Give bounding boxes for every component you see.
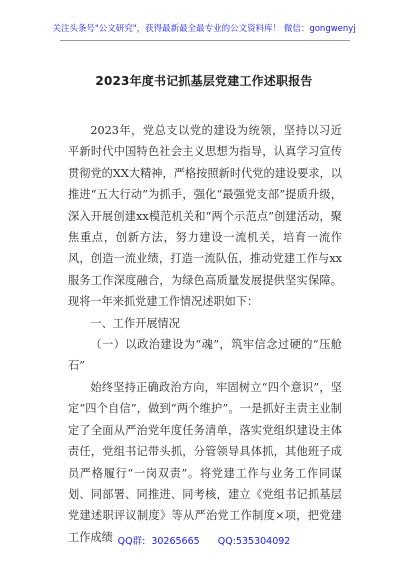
header-banner: 关注头条号"公文研究"，获得最新最全最专业的公文资料库！ 微信：gongwenyj xyxy=(52,24,356,34)
document-title: 2023年度书记抓基层党建工作述职报告 xyxy=(95,74,313,88)
footer-contact: QQ群: 30265665 QQ:535304092 xyxy=(117,536,291,547)
body-paragraph: 始终坚持正确政治方向，牢固树立“四个意识”，坚定“四个自信”，做到“两个维护”。一是抓好主责主业制定了全面从严治党年度任务清单，落实党组织建设主体责任，党组书记带头抓，分管领导具体抓，其他班子成员严格履行“一岗双责”。将党建工作与业务工作同谋划、同部署、同推进、同考核，建立《党组书记抓基层党建述职评议制度》等从严治党工作制度×项，把党建工作成绩 xyxy=(68,380,342,544)
header-divider xyxy=(60,40,350,41)
intro-paragraph: 2023年，党总支以党的建设为统领，坚持以习近平新时代中国特色社会主义思想为指导，认真学习宣传贯彻党的XX大精神，严格按照新时代党的建设要求，以推进“五大行动”为抓手，强化“最强党支部”提质升级，深入开展创建xx模范机关和“两个示范点”创建活动，聚焦重点，创新方法，努力建设一流机关，培育一流作风，创造一流业绩，打造一流队伍，推动党建工作与xx服务工作深度融合，为绿色高质量发展提供坚实保障。现将一年来抓党建工作情况述职如下： xyxy=(68,124,342,309)
section-heading: 一、工作开展情况 xyxy=(90,316,180,330)
document-body xyxy=(68,120,342,548)
subsection-heading: （一）以政治建设为“魂”，筑牢信念过硬的“压舱石” xyxy=(68,338,342,373)
